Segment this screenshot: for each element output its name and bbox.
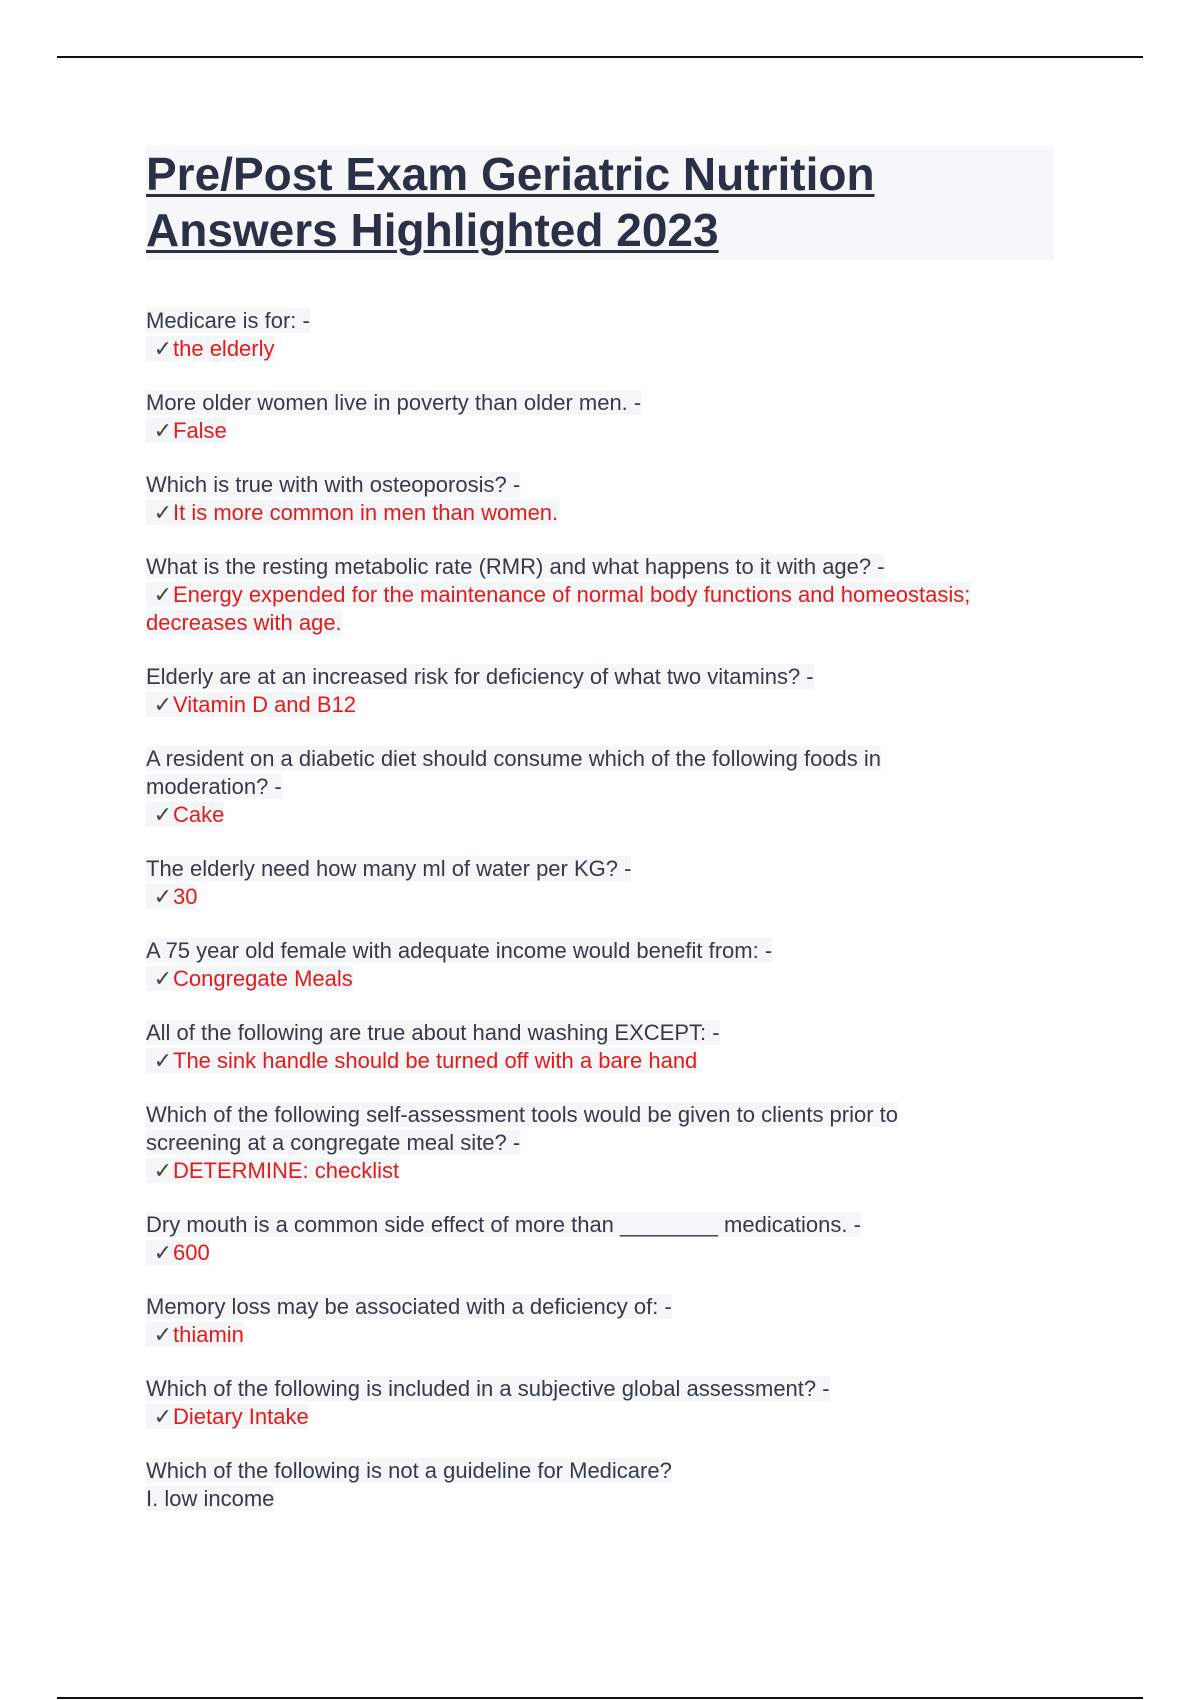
qa-item <box>146 1019 1056 1075</box>
answer-text: DETERMINE: checklist <box>173 1158 400 1183</box>
qa-item <box>146 745 1056 829</box>
qa-item <box>146 1375 1056 1431</box>
answer-text: 600 <box>173 1240 210 1265</box>
qa-list <box>146 307 1056 1513</box>
answer-text: It is more common in men than women. <box>173 500 559 525</box>
document-body <box>146 146 1056 1539</box>
checkmark-icon: ✓ <box>153 418 172 443</box>
answer-text: Vitamin D and B12 <box>173 692 357 717</box>
answer-text: Congregate Meals <box>173 966 353 991</box>
checkmark-icon: ✓ <box>153 1158 172 1183</box>
document-title: Pre/Post Exam Geriatric Nutrition Answers Highlighted 2023 <box>146 148 875 256</box>
question-text: Elderly are at an increased risk for deficiency of what two vitamins? - <box>146 664 814 689</box>
answer-text: 30 <box>173 884 198 909</box>
question-text: Which is true with with osteoporosis? - <box>146 472 521 497</box>
question-text: The elderly need how many ml of water per KG? - <box>146 856 632 881</box>
qa-item <box>146 663 1056 719</box>
checkmark-icon: ✓ <box>153 802 172 827</box>
checkmark-icon: ✓ <box>153 1322 172 1347</box>
qa-item <box>146 307 1056 363</box>
question-option-text: I. low income <box>146 1486 275 1511</box>
question-text: More older women live in poverty than older men. - <box>146 390 642 415</box>
checkmark-icon: ✓ <box>153 582 172 607</box>
checkmark-icon: ✓ <box>153 884 172 909</box>
answer-text: Cake <box>173 802 225 827</box>
checkmark-icon: ✓ <box>153 1048 172 1073</box>
bottom-rule <box>57 1697 1143 1699</box>
question-text: Dry mouth is a common side effect of more than ________ medications. - <box>146 1212 861 1237</box>
question-text: Which of the following is included in a subjective global assessment? - <box>146 1376 830 1401</box>
checkmark-icon: ✓ <box>153 1404 172 1429</box>
checkmark-icon: ✓ <box>153 336 172 361</box>
question-text: Medicare is for: - <box>146 308 310 333</box>
title-box <box>146 146 1054 260</box>
qa-item <box>146 1293 1056 1349</box>
checkmark-icon: ✓ <box>153 1240 172 1265</box>
question-text: A 75 year old female with adequate income would benefit from: - <box>146 938 773 963</box>
answer-text: Energy expended for the maintenance of normal body functions and homeostasis; <box>173 582 971 607</box>
answer-text: False <box>173 418 227 443</box>
qa-item <box>146 855 1056 911</box>
checkmark-icon: ✓ <box>153 692 172 717</box>
answer-text: thiamin <box>173 1322 244 1347</box>
question-text: All of the following are true about hand washing EXCEPT: - <box>146 1020 720 1045</box>
answer-text: the elderly <box>173 336 275 361</box>
qa-item <box>146 389 1056 445</box>
answer-text: Dietary Intake <box>173 1404 309 1429</box>
question-text: Which of the following is not a guideline for Medicare? <box>146 1458 672 1483</box>
qa-item <box>146 1101 1056 1185</box>
qa-item <box>146 553 1056 637</box>
question-text: What is the resting metabolic rate (RMR) and what happens to it with age? - <box>146 554 885 579</box>
qa-item <box>146 937 1056 993</box>
checkmark-icon: ✓ <box>153 500 172 525</box>
top-rule <box>57 56 1143 58</box>
qa-item <box>146 1211 1056 1267</box>
answer-text: The sink handle should be turned off with a bare hand <box>173 1048 698 1073</box>
qa-item <box>146 471 1056 527</box>
question-text: Memory loss may be associated with a deficiency of: - <box>146 1294 672 1319</box>
answer-text-continued: decreases with age. <box>146 610 342 635</box>
checkmark-icon: ✓ <box>153 966 172 991</box>
question-text: Which of the following self-assessment tools would be given to clients prior to screening at a congregate meal site? - <box>146 1102 899 1155</box>
question-text: A resident on a diabetic diet should consume which of the following foods in moderation? - <box>146 746 882 799</box>
qa-item <box>146 1457 1056 1513</box>
